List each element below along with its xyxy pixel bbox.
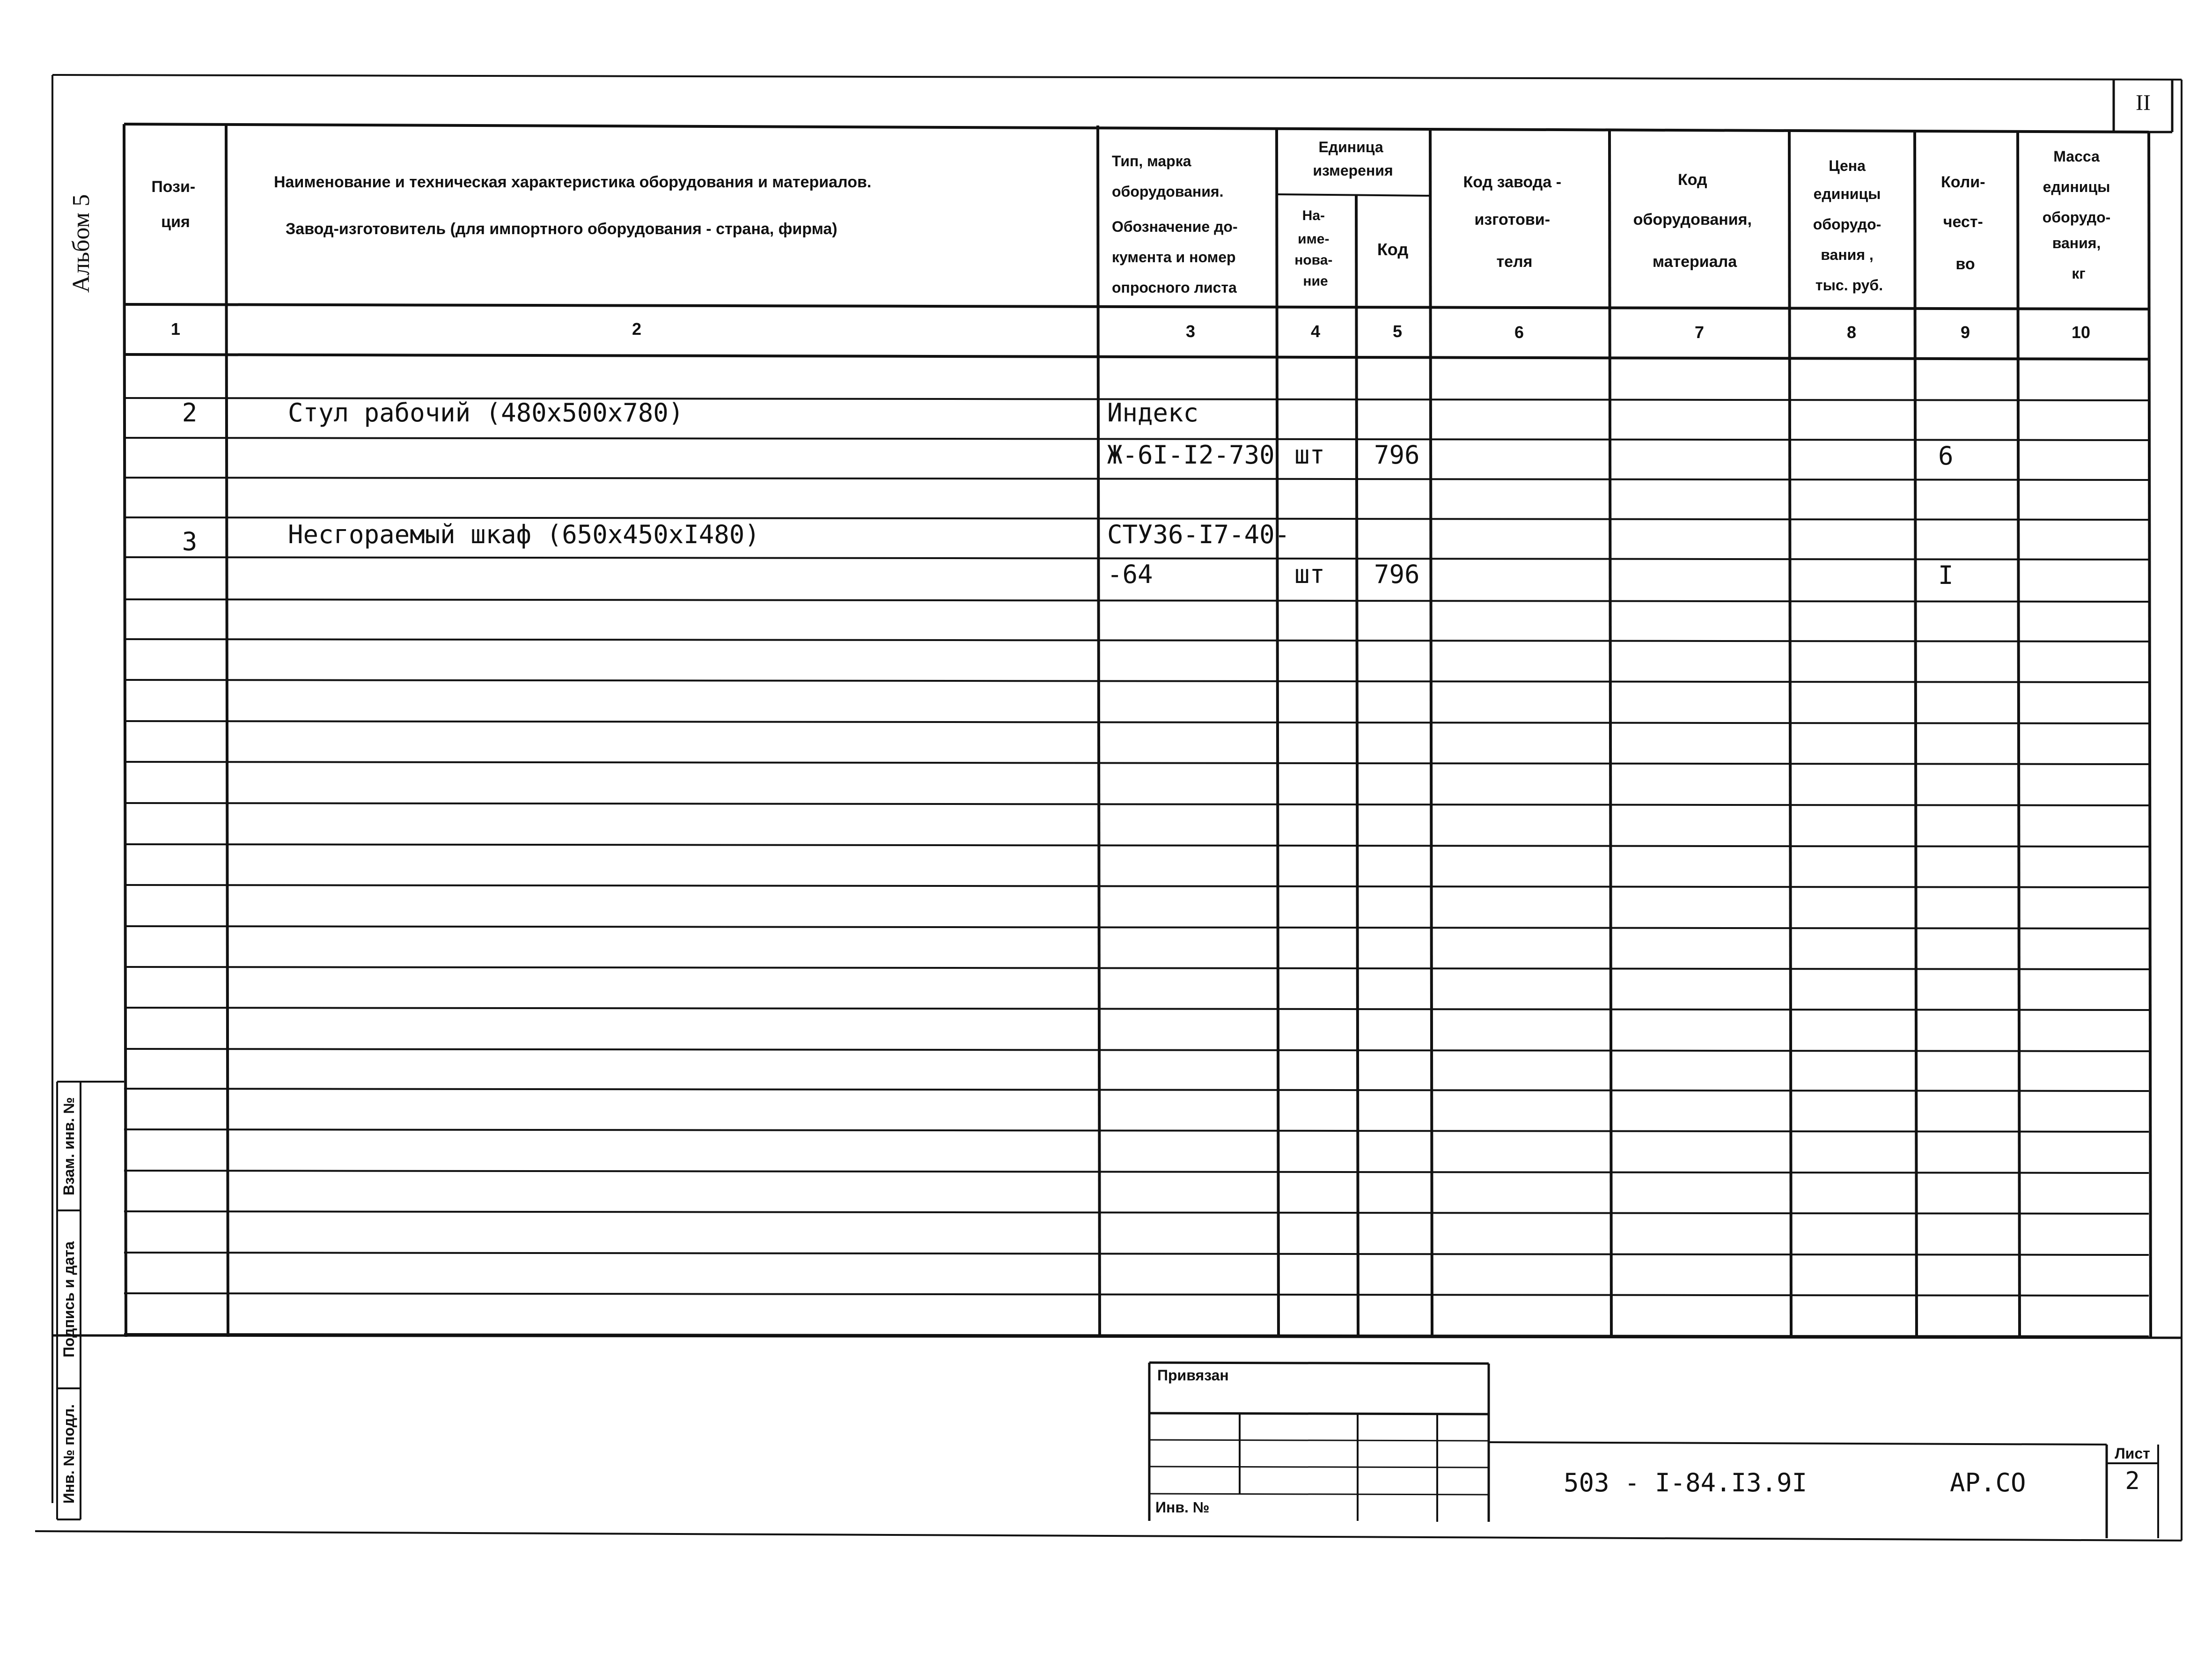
privyazan-label: Привязан [1157, 1367, 1229, 1384]
column-line [1430, 129, 1432, 1337]
colnum-8: 8 [1846, 323, 1857, 342]
colnum-10: 10 [2071, 323, 2091, 342]
row-2-type-line1: СТУ36-I7-40- [1107, 520, 1290, 549]
row-2-type-line2: -64 [1107, 560, 1153, 589]
column-line [1789, 131, 1791, 1337]
column-line [2149, 132, 2151, 1337]
colnum-3: 3 [1185, 322, 1196, 341]
row-1-type-line1: Индекс [1107, 398, 1199, 428]
row-1-position: 2 [182, 398, 198, 428]
row-2-position: 3 [182, 527, 198, 556]
colnum-9: 9 [1960, 323, 1970, 342]
row-2-unit: шт [1294, 560, 1325, 589]
row-2-quantity: I [1938, 560, 1954, 590]
colnum-2: 2 [632, 319, 642, 339]
top-sheet-number: II [2136, 90, 2151, 115]
header-position: Пози- ция [151, 178, 196, 231]
header-factory-code: Код завода - изготови- теля [1463, 173, 1562, 271]
header-material-code: Код оборудования, материала [1633, 171, 1752, 271]
column-line [1098, 125, 1100, 1337]
inv-number-label: Инв. № [1155, 1499, 1210, 1516]
row-2-name: Несгораемый шкаф (650x450xI480) [288, 520, 760, 549]
column-line [226, 125, 228, 1337]
stamp-exchange-inv: Взам. инв. № [60, 1097, 77, 1195]
row-1-quantity: 6 [1938, 441, 1954, 471]
colnum-5: 5 [1392, 322, 1403, 341]
header-quantity: Коли- чест- во [1941, 173, 1985, 273]
row-1-type-line2: Ж-6I-I2-730 [1107, 440, 1275, 470]
colnum-7: 7 [1694, 323, 1705, 342]
column-line [124, 124, 126, 1337]
header-unit-code: Код [1377, 240, 1409, 259]
document-code: 503 - I-84.I3.9I [1564, 1468, 1808, 1497]
stamp-original-inv: Инв. № подл. [60, 1404, 77, 1504]
column-line [1609, 130, 1611, 1337]
sheet-value: 2 [2125, 1467, 2140, 1495]
sheet-code: АР.СО [1950, 1468, 2026, 1497]
sheet-label: Лист [2115, 1445, 2150, 1462]
row-1-unit: шт [1294, 440, 1325, 470]
column-line [1915, 132, 1917, 1337]
column-line [2018, 132, 2020, 1337]
row-2-code: 796 [1374, 560, 1420, 589]
header-mass: Масса единицы оборудо- вания, кг [2042, 148, 2111, 282]
column-line [1356, 196, 1358, 1337]
row-1-name: Стул рабочий (480x500x780) [288, 398, 684, 428]
colnum-4: 4 [1310, 322, 1321, 341]
header-price: Цена единицы оборудо- вания , тыс. руб. [1813, 157, 1883, 294]
header-unit-name: На- име- нова- ние [1294, 208, 1333, 289]
colnum-1: 1 [170, 319, 181, 339]
header-type: Тип, марка оборудования. Обозначение до- кумента и номер опросного листа [1112, 153, 1238, 296]
row-1-code: 796 [1374, 440, 1420, 470]
colnum-6: 6 [1514, 323, 1524, 342]
header-name: Наименование и техническая характеристика оборудования и материалов. Завод-изготовитель (для импортного оборудования - страна, фирма) [274, 173, 872, 238]
column-line [1277, 127, 1279, 1337]
stamp-signature-date: Подпись и дата [60, 1241, 77, 1357]
header-unit-group: Единица измерения [1313, 139, 1393, 179]
album-label: Альбом 5 [68, 194, 95, 293]
